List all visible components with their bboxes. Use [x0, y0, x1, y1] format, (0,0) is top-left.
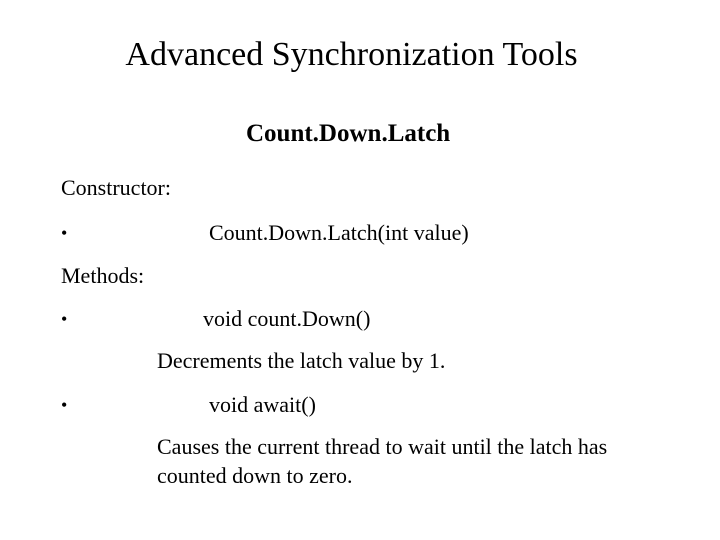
method-signature-countdown: void count.Down(): [203, 306, 371, 331]
bullet-icon: •: [61, 309, 68, 329]
constructor-signature: Count.Down.Latch(int value): [209, 220, 469, 245]
bullet-icon: •: [61, 223, 68, 243]
methods-label: Methods:: [61, 263, 145, 288]
bullet-icon: •: [61, 395, 68, 415]
constructor-label: Constructor:: [61, 175, 171, 200]
slide-title: Advanced Synchronization Tools: [125, 36, 578, 73]
method-description-countdown: Decrements the latch value by 1.: [157, 348, 446, 373]
slide-subtitle: Count.Down.Latch: [246, 120, 451, 147]
method-description-await: Causes the current thread to wait until the latch has counted down to zero.: [157, 434, 608, 488]
method-signature-await: void await(): [209, 392, 316, 417]
